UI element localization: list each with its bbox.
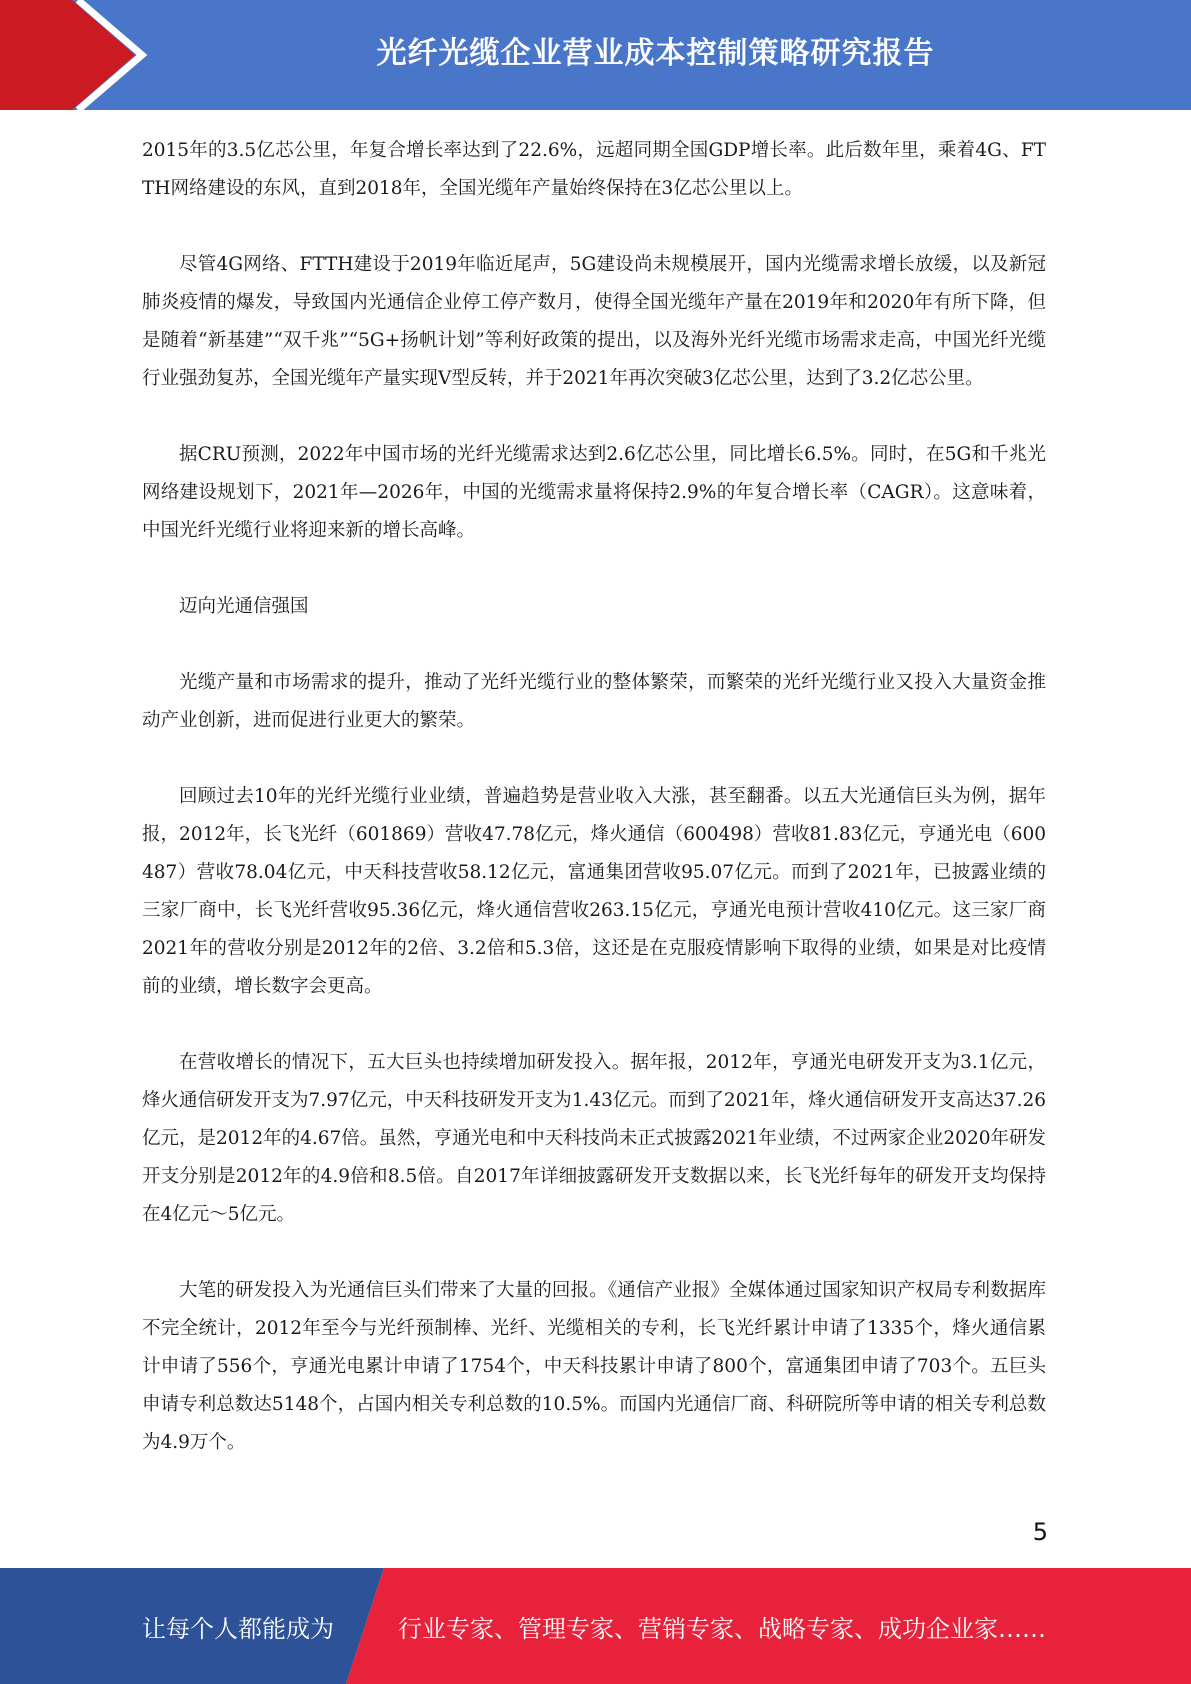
page-number: 5 <box>1032 1518 1048 1546</box>
footer-slogan-left: 让每个人都能成为 <box>142 1614 334 1643</box>
report-title: 光纤光缆企业营业成本控制策略研究报告 <box>376 36 935 71</box>
header-arrow-decoration <box>0 0 160 110</box>
paragraph: 2015年的3.5亿芯公里，年复合增长率达到了22.6%，远超同期全国GDP增长率。此后数年里，乘着4G、FTTH网络建设的东风，直到2018年，全国光缆年产量始终保持在3亿芯公里以上。 <box>142 140 1046 199</box>
paragraph: 回顾过去10年的光纤光缆行业业绩，普遍趋势是营业收入大涨，甚至翻番。以五大光通信巨头为例，据年报，2012年，长飞光纤（601869）营收47.78亿元，烽火通信（600498）营收81.83亿元，亨通光电（600487）营收78.04亿元，中天科技营收58.12亿元，富通集团营收95.07亿元。而到了2021年，已披露业绩的三家厂商中，长飞光纤营收95.36亿元，烽火通信营收263.15亿元，亨通光电预计营收410亿元。这三家厂商2021年的营收分别是2012年的2倍、3.2倍和5.3倍，这还是在克服疫情影响下取得的业绩，如果是对比疫情前的业绩，增长数字会更高。 <box>142 786 1046 997</box>
section-heading: 迈向光通信强国 <box>179 596 309 617</box>
paragraph: 大笔的研发投入为光通信巨头们带来了大量的回报。《通信产业报》全媒体通过国家知识产权局专利数据库不完全统计，2012年至今与光纤预制棒、光纤、光缆相关的专利，长飞光纤累计申请了1335个，烽火通信累计申请了556个，亨通光电累计申请了1754个，中天科技累计申请了800个，富通集团申请了703个。五巨头申请专利总数达5148个，占国内相关专利总数的10.5%。而国内光通信厂商、科研院所等申请的相关专利总数为4.9万个。 <box>142 1280 1046 1453</box>
paragraph: 在营收增长的情况下，五大巨头也持续增加研发投入。据年报，2012年，亨通光电研发开支为3.1亿元，烽火通信研发开支为7.97亿元，中天科技研发开支为1.43亿元。而到了2021年，烽火通信研发开支高达37.26亿元，是2012年的4.67倍。虽然，亨通光电和中天科技尚未正式披露2021年业绩，不过两家企业2020年研发开支分别是2012年的4.9倍和8.5倍。自2017年详细披露研发开支数据以来，长飞光纤每年的研发开支均保持在4亿元～5亿元。 <box>142 1052 1046 1225</box>
paragraph: 光缆产量和市场需求的提升，推动了光纤光缆行业的整体繁荣，而繁荣的光纤光缆行业又投入大量资金推动产业创新，进而促进行业更大的繁荣。 <box>142 672 1046 731</box>
footer-slogan-right: 行业专家、管理专家、营销专家、战略专家、成功企业家…… <box>398 1614 1046 1643</box>
footer-band <box>0 1568 1191 1684</box>
body-text <box>142 132 1046 1500</box>
paragraph: 据CRU预测，2022年中国市场的光纤光缆需求达到2.6亿芯公里，同比增长6.5%。同时，在5G和千兆光网络建设规划下，2021年—2026年，中国的光缆需求量将保持2.9%的年复合增长率（CAGR）。这意味着，中国光纤光缆行业将迎来新的增长高峰。 <box>142 444 1046 541</box>
header-band <box>0 0 1191 110</box>
paragraph: 尽管4G网络、FTTH建设于2019年临近尾声，5G建设尚未规模展开，国内光缆需求增长放缓，以及新冠肺炎疫情的爆发，导致国内光通信企业停工停产数月，使得全国光缆年产量在2019年和2020年有所下降，但是随着“新基建”“双千兆”“5G+扬帆计划”等利好政策的提出，以及海外光纤光缆市场需求走高，中国光纤光缆行业强劲复苏，全国光缆年产量实现V型反转，并于2021年再次突破3亿芯公里，达到了3.2亿芯公里。 <box>142 254 1046 389</box>
